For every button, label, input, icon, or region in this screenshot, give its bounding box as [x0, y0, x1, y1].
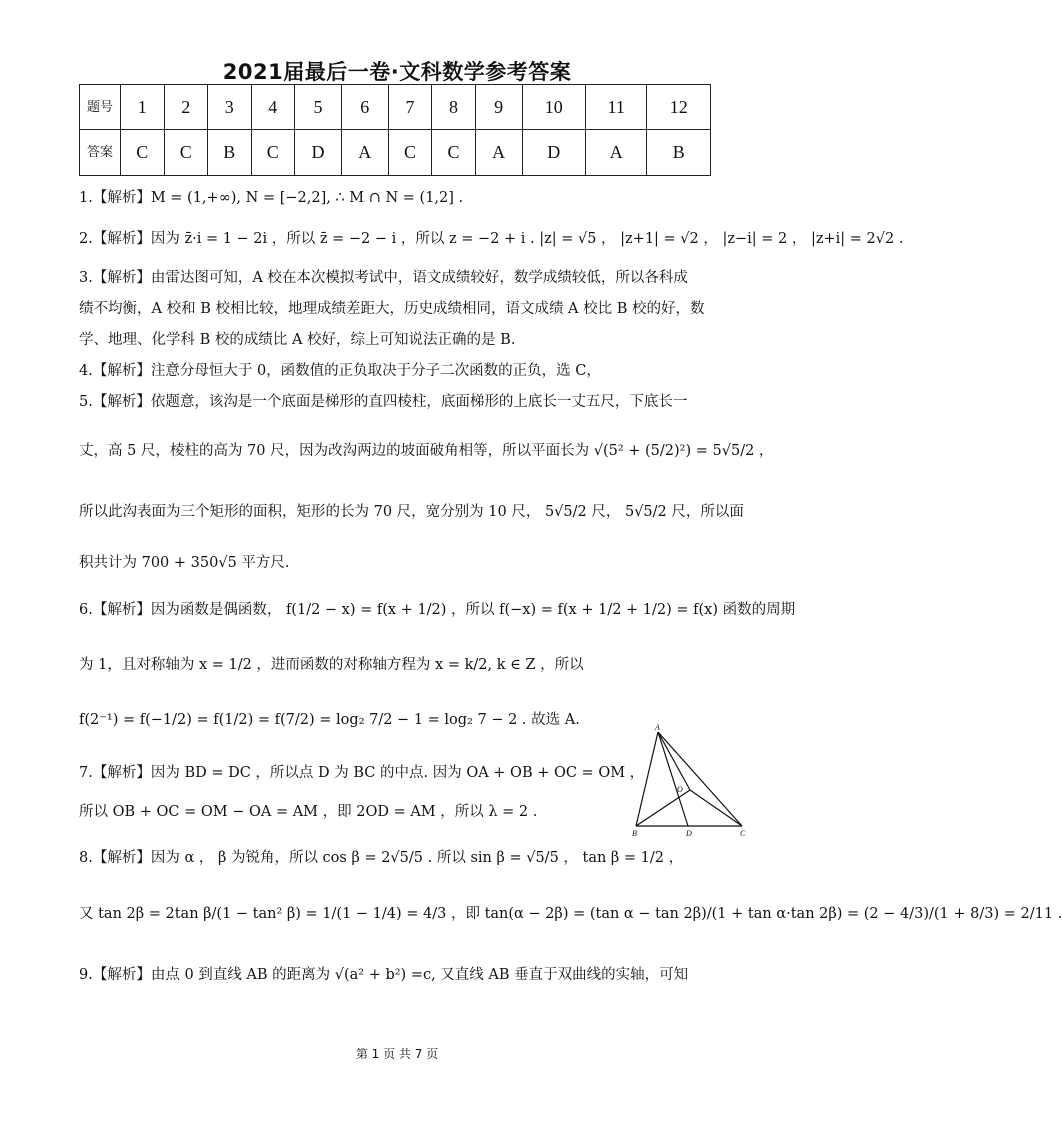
solution-6-line-2: 为 1，且对称轴为 x = 1/2 ，进而函数的对称轴方程为 x = k/2, k ∈ Z ，所以: [79, 657, 584, 673]
answer-table-number-row: [80, 85, 711, 130]
table-cell: C: [121, 130, 165, 176]
solution-4: 4.【解析】注意分母恒大于 0，函数值的正负取决于分子二次函数的正负，选 C，: [79, 363, 601, 379]
label-c: C: [740, 829, 746, 838]
table-cell: D: [522, 130, 586, 176]
table-cell: 3: [208, 85, 252, 130]
triangle-figure: [630, 722, 760, 840]
label-a: A: [655, 723, 660, 732]
solution-7-line-1: 7.【解析】因为 BD = DC ，所以点 D 为 BC 的中点. 因为 OA + OB + OC = OM ，: [79, 765, 645, 781]
table-cell: 12: [647, 85, 711, 130]
table-cell: A: [475, 130, 522, 176]
solution-9-line-1: 9.【解析】由点 0 到直线 AB 的距离为 √(a² + b²) =c, 又直线 AB 垂直于双曲线的实轴，可知: [79, 967, 689, 983]
row-header-answer: 答案: [80, 130, 121, 176]
table-cell: C: [251, 130, 295, 176]
label-b: B: [632, 829, 637, 838]
page-footer: 第 1 页 共 7 页: [355, 1047, 439, 1061]
label-d: D: [686, 829, 692, 838]
label-o: O: [677, 785, 683, 794]
edge-ab: [636, 732, 658, 826]
page-title: 2021届最后一卷·文科数学参考答案: [222, 60, 572, 84]
table-cell: 11: [586, 85, 647, 130]
solution-5-line-2: 丈，高 5 尺，棱柱的高为 70 尺，因为改沟两边的坡面破角相等，所以平面长为 √(5² + (5/2)²) = 5√5/2 ，: [79, 443, 774, 459]
table-cell: A: [341, 130, 388, 176]
solution-3-line-2: 绩不均衡，A 校和 B 校相比较，地理成绩差距大，历史成绩相同，语文成绩 A 校比 B 校的好，数: [79, 301, 705, 317]
solution-5-line-4: 积共计为 700 + 350√5 平方尺.: [79, 555, 290, 571]
solution-8-line-1: 8.【解析】因为 α ， β 为锐角，所以 cos β = 2√5/5 . 所以 sin β = √5/5 ， tan β = 1/2 ，: [79, 850, 684, 866]
answer-table-answer-row: [80, 130, 711, 176]
table-cell: 2: [164, 85, 208, 130]
solution-5-line-1: 5.【解析】依题意，该沟是一个底面是梯形的直四棱柱，底面梯形的上底长一丈五尺，下底长一: [79, 394, 688, 410]
table-cell: C: [432, 130, 476, 176]
table-cell: 8: [432, 85, 476, 130]
solution-2: 2.【解析】因为 z̄·i = 1 − 2i ，所以 z̄ = −2 − i ，所以 z = −2 + i . |z| = √5 ， |z+1| = √2 ， |z−i| = 2 ， |z+i| = 2√2 .: [79, 231, 904, 247]
solution-6-line-1: 6.【解析】因为函数是偶函数， f(1/2 − x) = f(x + 1/2) ，所以 f(−x) = f(x + 1/2 + 1/2) = f(x) 函数的周期: [79, 602, 796, 618]
table-cell: C: [164, 130, 208, 176]
table-cell: 9: [475, 85, 522, 130]
table-cell: B: [208, 130, 252, 176]
solution-3-line-1: 3.【解析】由雷达图可知，A 校在本次模拟考试中，语文成绩较好，数学成绩较低，所以各科成: [79, 270, 688, 286]
solution-5-line-3: 所以此沟表面为三个矩形的面积，矩形的长为 70 尺，宽分别为 10 尺， 5√5/2 尺， 5√5/2 尺，所以面: [79, 504, 744, 520]
table-cell: 4: [251, 85, 295, 130]
table-cell: C: [388, 130, 432, 176]
table-cell: 5: [295, 85, 342, 130]
table-cell: 1: [121, 85, 165, 130]
solution-6-line-3: f(2⁻¹) = f(−1/2) = f(1/2) = f(7/2) = log₂ 7/2 − 1 = log₂ 7 − 2 . 故选 A.: [79, 712, 580, 728]
answer-table: [79, 84, 711, 176]
table-cell: A: [586, 130, 647, 176]
table-cell: 7: [388, 85, 432, 130]
segment-oc: [690, 790, 742, 826]
solution-1: 1.【解析】M = (1,+∞), N = [−2,2], ∴ M ∩ N = (1,2] .: [79, 190, 464, 206]
table-cell: B: [647, 130, 711, 176]
solution-3-line-3: 学、地理、化学科 B 校的成绩比 A 校好，综上可知说法正确的是 B.: [79, 332, 516, 348]
table-cell: 6: [341, 85, 388, 130]
table-cell: 10: [522, 85, 586, 130]
row-header-number: 题号: [80, 85, 121, 130]
solution-7-line-2: 所以 OB + OC = OM − OA = AM ，即 2OD = AM ，所以 λ = 2 .: [79, 804, 538, 820]
table-cell: D: [295, 130, 342, 176]
edge-ac: [658, 732, 742, 826]
solution-8-line-2: 又 tan 2β = 2tan β/(1 − tan² β) = 1/(1 − 1/4) = 4/3 ，即 tan(α − 2β) = (tan α − tan 2β)/(1 + tan α·tan 2β) = (2 − 4/3)/(1 + 8/3) = 2/11 .: [79, 906, 1062, 922]
